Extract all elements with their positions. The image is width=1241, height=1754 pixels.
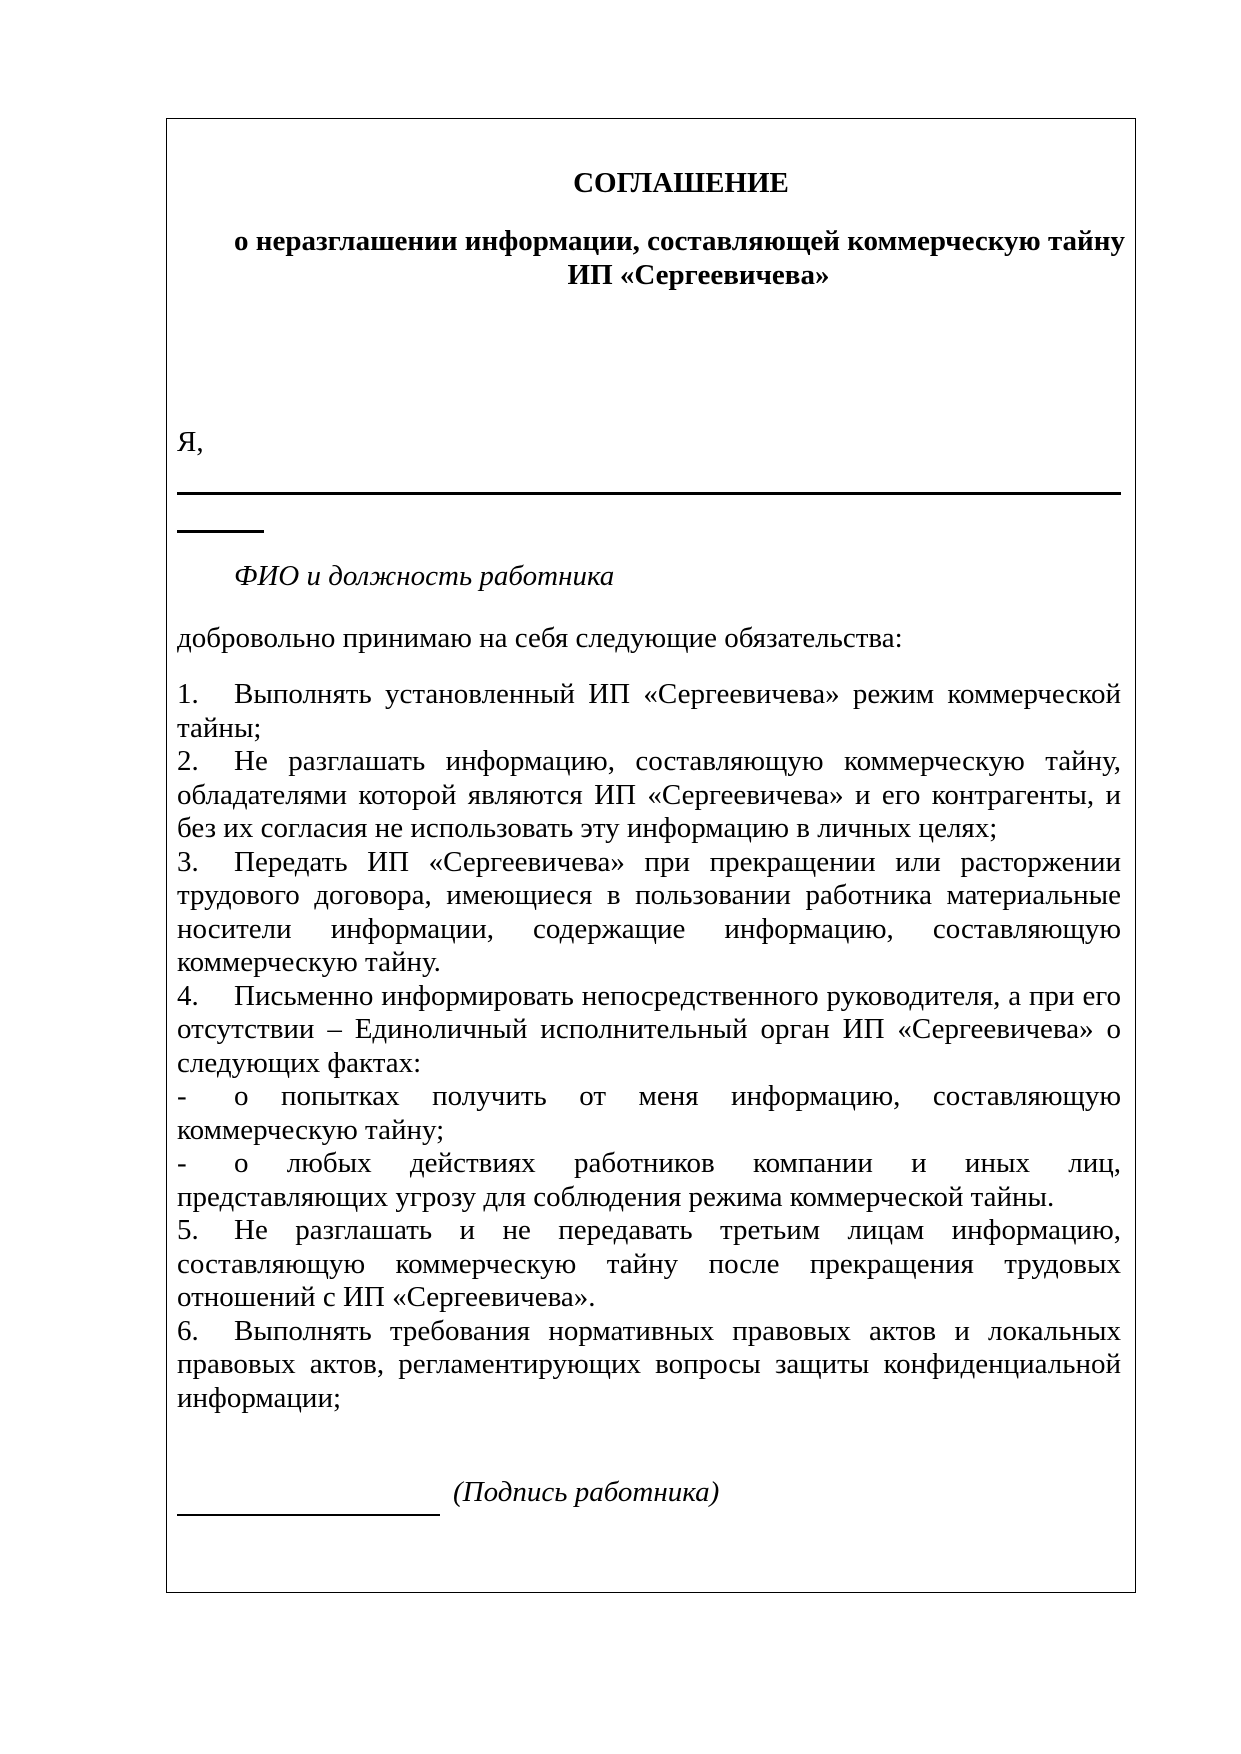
list-item [177,678,1121,745]
signature-line [177,1514,440,1516]
list-item [177,1080,1121,1147]
clause-number: 3. [177,845,199,878]
clause-number: 1. [177,678,199,710]
list-item [177,1214,1121,1315]
clause-bullet: - [177,1147,187,1179]
document-subtitle [166,224,1136,292]
fio-caption: ФИО и должность работника [234,560,615,592]
obligations-list [177,678,1121,1415]
signature-label: (Подпись работника) [453,1476,720,1508]
clause-text: о попытках получить от меня информацию, составляющую коммерческую тайну; [177,1080,1121,1146]
clause-text: Письменно информировать непосредственного руководителя, а при его отсутствии – Единоличный исполнительный орган ИП «Сергеевичева» о следующих фактах: [177,979,1121,1079]
list-item [177,980,1121,1081]
document-title: СОГЛАШЕНИЕ [573,167,789,199]
clause-text: о любых действиях работников компании и иных лиц, представляющих угрозу для соблюдения режима коммерческой тайны. [177,1147,1121,1213]
list-item [177,1315,1121,1416]
clause-number: 2. [177,745,199,777]
subtitle-line-1: о неразглашении информации, составляющей коммерческую тайну [234,225,1125,257]
subtitle-line-2: ИП «Сергеевичева» [567,259,830,291]
fio-fill-line [177,492,1121,495]
fio-fill-line-continuation [177,530,264,533]
list-item [177,745,1121,846]
ya-label: Я, [177,426,204,458]
clause-text: Передать ИП «Сергеевичева» при прекращении или расторжении трудового договора, имеющиеся в пользовании работника материальные носители информации, содержащие информацию, составляющую коммерческую тайну. [177,845,1121,978]
clause-text: Выполнять установленный ИП «Сергеевичева» режим коммерческой тайны; [177,678,1121,744]
clause-number: 5. [177,1214,199,1246]
clause-text: Не разглашать и не передавать третьим лицам информацию, составляющую коммерческую тайну после прекращения трудовых отношений с ИП «Сергеевичева». [177,1214,1121,1313]
clause-number: 6. [177,1314,199,1347]
clause-text: Не разглашать информацию, составляющую коммерческую тайну, обладателями которой являются ИП «Сергеевичева» и его контрагенты, и без их согласия не использовать эту информацию в личных целях; [177,745,1121,844]
list-item [177,1147,1121,1214]
list-item [177,846,1121,980]
clause-text: Выполнять требования нормативных правовых актов и локальных правовых актов, регламентирующих вопросы защиты конфиденциальной информации; [177,1314,1121,1414]
clause-number: 4. [177,979,199,1012]
clause-bullet: - [177,1080,187,1112]
obligations-lead: добровольно принимаю на себя следующие обязательства: [177,622,903,654]
